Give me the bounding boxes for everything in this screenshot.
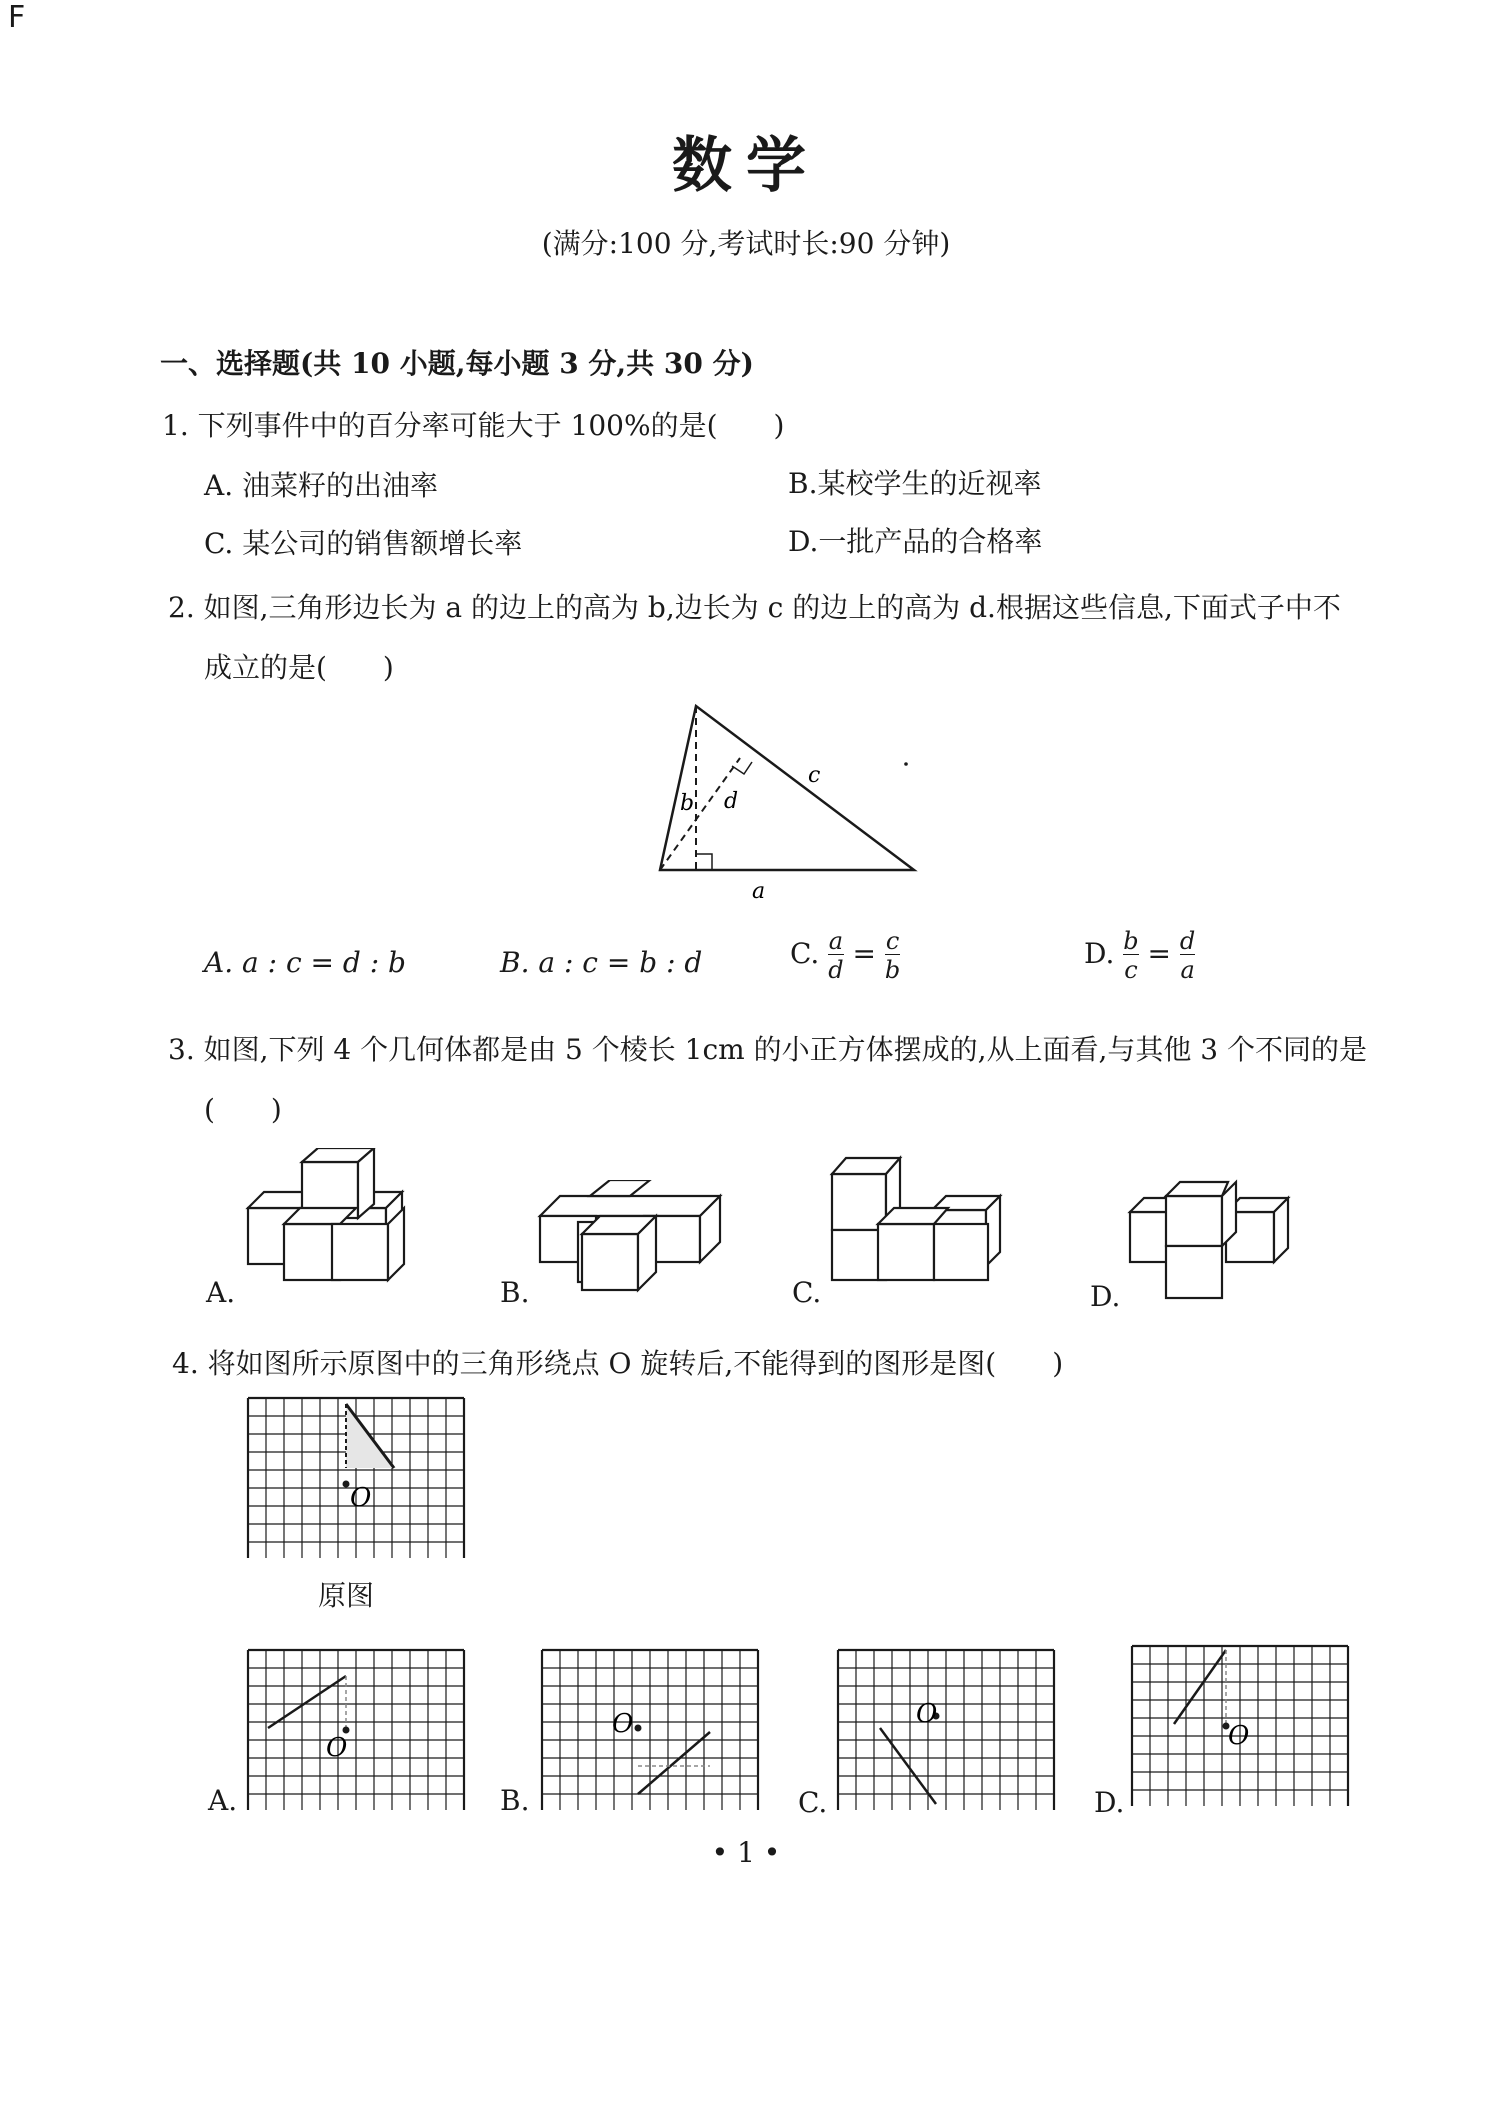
- cube-label-a: A.: [206, 1276, 236, 1309]
- equals-sign: =: [852, 937, 876, 970]
- point-o-label: O: [326, 1733, 348, 1763]
- question-1-option-c: C. 某公司的销售额增长率: [204, 527, 523, 560]
- point-o-label: O: [916, 1699, 938, 1729]
- point-o-label: O: [350, 1483, 372, 1513]
- exam-info: (满分:100 分,考试时长:90 分钟): [541, 227, 951, 260]
- label-c: c: [808, 763, 821, 788]
- question-1-option-a: A. 油菜籽的出油率: [204, 469, 439, 502]
- grid-label-d: D.: [1094, 1786, 1125, 1819]
- frac-num: c: [885, 927, 900, 955]
- grid-label-c: C.: [798, 1786, 828, 1819]
- frac-den: b: [884, 956, 901, 984]
- frac-num: a: [828, 927, 844, 955]
- frac-den: d: [828, 956, 844, 984]
- original-grid-figure: [246, 1396, 470, 1566]
- cube-figure-d: [1124, 1168, 1314, 1308]
- label-b: b: [680, 791, 695, 816]
- grid-option-d: [1130, 1644, 1354, 1818]
- equals-sign: =: [1147, 937, 1172, 970]
- grid-option-b: [540, 1648, 764, 1818]
- cube-figure-a: [228, 1148, 438, 1298]
- option-d-prefix: D.: [1084, 937, 1115, 970]
- question-2-option-b: B. a : c = b : d: [500, 946, 703, 979]
- frac-den: c: [1124, 956, 1138, 984]
- page-title: 数学: [672, 131, 820, 201]
- point-o-label: O: [1228, 1721, 1250, 1751]
- question-1-option-b: B.某校学生的近视率: [788, 467, 1042, 500]
- cube-figure-c: [822, 1148, 1022, 1298]
- cube-figure-b: [530, 1180, 750, 1300]
- label-a: a: [752, 879, 766, 904]
- cube-label-d: D.: [1090, 1280, 1121, 1313]
- section-heading: 一、选择题(共 10 小题,每小题 3 分,共 30 分): [160, 347, 754, 380]
- question-3-stem-line2: ( ): [204, 1093, 282, 1126]
- grid-option-c: [836, 1648, 1060, 1818]
- triangle-figure: [640, 690, 940, 910]
- frac-num: b: [1123, 927, 1139, 955]
- question-2-stem-line1: 2. 如图,三角形边长为 a 的边上的高为 b,边长为 c 的边上的高为 d.根据这些信息,下面式子中不: [168, 591, 1341, 624]
- frac-den: a: [1180, 956, 1195, 984]
- grid-label-a: A.: [208, 1784, 238, 1817]
- page-number: • 1 •: [711, 1836, 781, 1869]
- original-caption: 原图: [318, 1579, 375, 1612]
- grid-option-a: [246, 1648, 470, 1818]
- question-3-stem-line1: 3. 如图,下列 4 个几何体都是由 5 个棱长 1cm 的小正方体摆成的,从上面看,与其他 3 个不同的是: [168, 1033, 1368, 1066]
- question-2-option-d: [1084, 928, 1195, 983]
- cube-label-b: B.: [500, 1276, 530, 1309]
- question-2-option-a: A. a : c = d : b: [204, 946, 406, 979]
- corner-mark: F: [8, 0, 26, 35]
- question-2-stem-line2: 成立的是( ): [204, 651, 394, 684]
- question-1-option-d: D.一批产品的合格率: [788, 525, 1043, 558]
- question-4-stem: 4. 将如图所示原图中的三角形绕点 O 旋转后,不能得到的图形是图( ): [172, 1347, 1064, 1380]
- cube-label-c: C.: [792, 1276, 822, 1309]
- label-d: d: [724, 789, 739, 814]
- frac-num: d: [1179, 927, 1196, 955]
- grid-label-b: B.: [500, 1784, 530, 1817]
- question-2-option-c: [790, 928, 900, 983]
- option-c-prefix: C.: [790, 937, 820, 970]
- point-o-label: O: [612, 1709, 634, 1739]
- question-1-stem: 1. 下列事件中的百分率可能大于 100%的是( ): [162, 409, 785, 442]
